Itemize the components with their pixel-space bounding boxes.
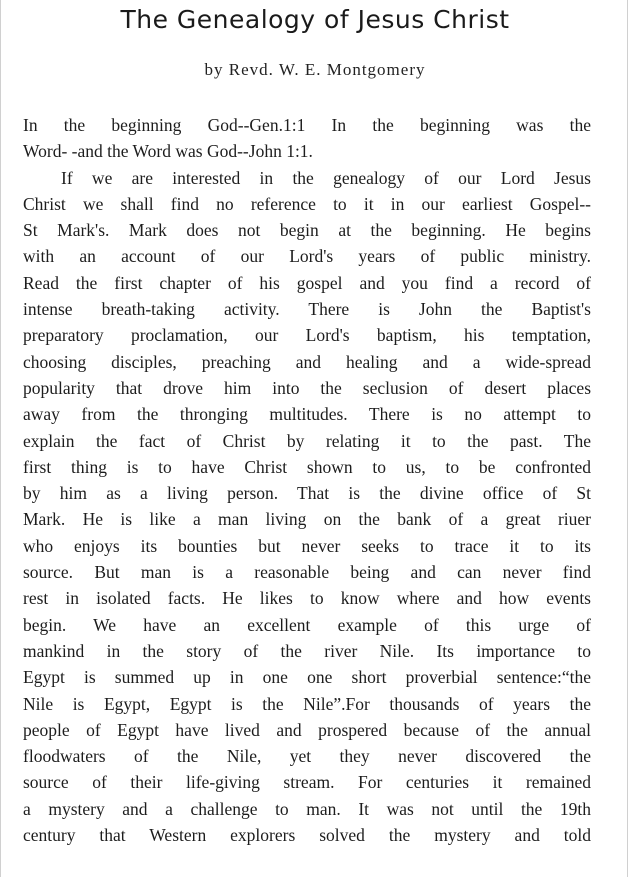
text-line: with an account of our Lord's years of public ministry. [23,246,591,267]
body-text [23,112,591,848]
text-line: source of their life-giving stream. For centuries it remained [23,772,591,793]
text-line: Mark. He is like a man living on the bank of a great riuer [23,509,591,530]
text-line: preparatory proclamation, our Lord's baptism, his temptation, [23,325,591,346]
text-line: Read the first chapter of his gospel and you find a record of [23,272,591,293]
text-line: intense breath-taking activity. There is John the Baptist's [23,299,591,320]
text-line: who enjoys its bounties but never seeks to trace it to its [23,535,591,556]
text-line: rest in isolated facts. He likes to know where and how events [23,588,591,609]
text-line: In the beginning God--Gen.1:1 In the beginning was the [23,115,591,135]
text-line: Christ we shall find no reference to it in our earliest Gospel-- [23,193,591,214]
text-line: a mystery and a challenge to man. It was not until the 19th [23,798,591,819]
text-line: mankind in the story of the river Nile. Its importance to [23,640,591,661]
text-line: floodwaters of the Nile, yet they never discovered the [23,746,591,767]
text-line: choosing disciples, preaching and healing and a wide-spread [23,351,591,372]
text-line: century that Western explorers solved the mystery and told [23,825,591,846]
text-line: Nile is Egypt, Egypt is the Nile”.For thousands of years the [23,693,591,714]
text-line: source. But man is a reasonable being and can never find [23,562,591,583]
page-title: The Genealogy of Jesus Christ [120,5,510,34]
text-line: Word- -and the Word was God--John 1:1. [23,141,313,162]
text-line: first thing is to have Christ shown to us, to be confronted [23,456,591,477]
author-byline: by Revd. W. E. Montgomery [204,60,426,79]
text-line: Egypt is summed up in one one short proverbial sentence:“the [23,667,591,688]
text-line: people of Egypt have lived and prospered because of the annual [23,719,591,740]
text-line: St Mark's. Mark does not begin at the beginning. He begins [23,220,591,241]
text-line: away from the thronging multitudes. There is no attempt to [23,404,591,425]
text-line: explain the fact of Christ by relating it to the past. The [23,430,591,451]
text-line: If we are interested in the genealogy of our Lord Jesus [61,167,591,188]
text-line: popularity that drove him into the seclusion of desert places [23,377,591,398]
text-line: by him as a living person. That is the divine office of St [23,483,591,504]
text-line: begin. We have an excellent example of this urge of [23,614,591,635]
